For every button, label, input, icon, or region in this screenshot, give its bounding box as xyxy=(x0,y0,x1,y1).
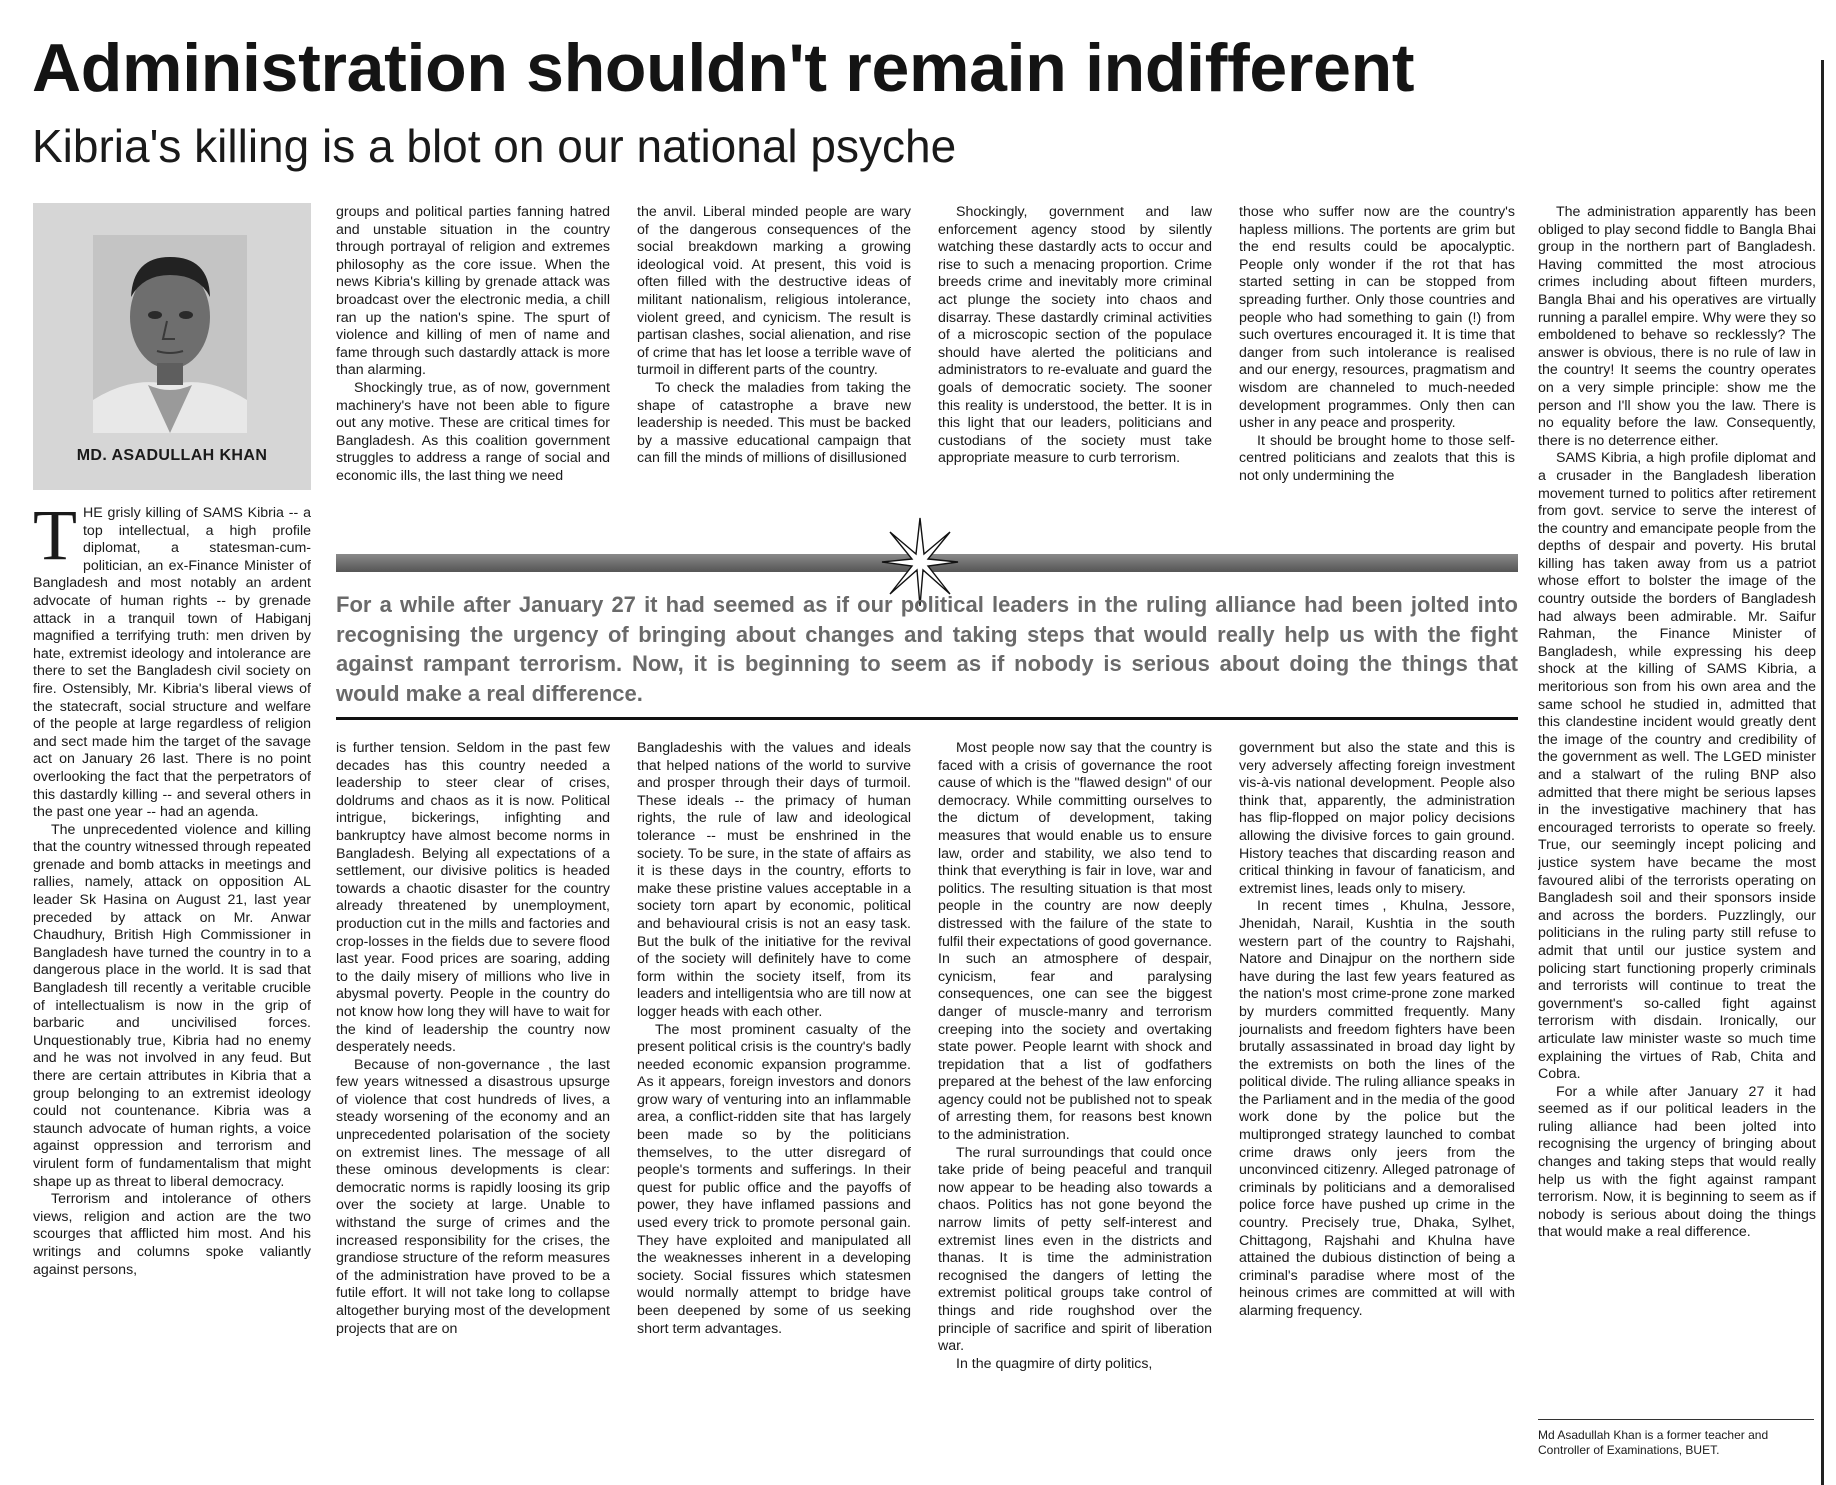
col2-bottom-paragraph-2: Because of non-governance , the last few years witnessed a disastrous upsurge of violence that cost hundreds of lives, a steady worsening of the economy and an unprecedented polarisation of the society on extremist lines. The message of all these ominous developments is clear: democratic norms is rapidly loosing its grip over the society at large. Unable to withstand the surge of crimes and the increased responsibility for the crises, the grandiose structure of the reform measures of the administration have proved to be a futile effort. It will not take long to collapse altogether burying most of the development projects that are on xyxy=(336,1056,610,1337)
pull-quote: For a while after January 27 it had seemed as if our political leaders in the ruling alliance had been jolted into recognising the urgency of bringing about changes and taking steps that would really help us with the fight against rampant terrorism. Now, it is beginning to seem as if nobody is serious about doing the things that would make a real difference. xyxy=(336,592,1518,706)
bio-divider xyxy=(1538,1419,1814,1420)
col2-top-paragraph-1: groups and political parties fanning hatred and unstable situation in the country through portrayal of religion and extremes philosophy as the core issue. When the news Kibria's killing by grenade attack was broadcast over the electronic media, a chill ran up the nation's spine. The spurt of violence and killing of men of name and fame through such dastardly attack is more than alarming. xyxy=(336,204,610,379)
col5-bottom-paragraph-1: government but also the state and this is very adversely affecting foreign investment vis-à-vis national development. People also think that, apparently, the administration has flip-flopped on major policy decisions allowing the divisive forces to gain ground. History teaches that discarding reason and critical thinking in favour of fanaticism, and extremist lines, leads only to misery. xyxy=(1239,740,1515,897)
column-5-top xyxy=(1239,204,1515,542)
col6-paragraph-3: For a while after January 27 it had seemed as if our political leaders in the ruling alliance had been jolted into recognising the urgency of bringing about changes and taking steps that would really help us with the fight against rampant terrorism. Now, it is beginning to seem as if nobody is serious about doing the things that would make a real difference. xyxy=(1538,1083,1816,1241)
col4-top-paragraph-1: Shockingly, government and law enforcement agency stood by silently watching these dastardly acts to occur and rise to such a menacing proportion. Crime breeds crime and inevitably more criminal act plunge the society into chaos and disarray. These dastardly criminal activities of a microscopic section of the populace should have alerted the politicians and administrators to re-evaluate and guard the goals of democratic society. The sooner this reality is understood, the better. It is in this light that our leaders, politicians and custodians of the society must take appropriate measure to curb terrorism. xyxy=(938,204,1212,467)
column-4-top xyxy=(938,204,1212,542)
column-5-bottom xyxy=(1239,740,1515,1485)
column-2-bottom xyxy=(336,740,610,1485)
subheadline: Kibria's killing is a blot on our national psyche xyxy=(32,120,957,172)
col3-top-paragraph-2: To check the maladies from taking the shape of catastrophe a brave new leadership is needed. This must be backed by a massive educational campaign that can fill the minds of millions of disillusioned xyxy=(637,379,911,467)
col6-paragraph-1: The administration apparently has been obliged to play second fiddle to Bangla Bhai group in the northern part of Bangladesh. Having committed the most atrocious crimes including about fifteen murders, Bangla Bhai and his operatives are virtually running a parallel empire. Why were they so emboldened to behave so recklessly? The answer is obvious, there is no rule of law in the country! It seems the country operates on a very simple principle: show me the person and I'll show you the law. There is no equality before the law. Consequently, there is no deterrence either. xyxy=(1538,204,1816,449)
author-byline: MD. ASADULLAH KHAN xyxy=(76,447,268,464)
column-3-bottom xyxy=(637,740,911,1485)
pullquote-bottom-rule xyxy=(336,717,1518,720)
col1-paragraph-1: HE grisly killing of SAMS Kibria -- a top intellectual, a high profile diplomat, a statesman-cum-politician, an ex-Finance Minister of Bangladesh and most notably an ardent advocate of human rights -- by grenade attack in a tranquil town of Habiganj magnified a terrifying truth: men driven by hate, extremist ideology and intolerance are there to set the Bangladesh civil society on fire. Ostensibly, Mr. Kibria's liberal views of the statecraft, social structure and welfare of the people at large regardless of religion and sect made him the target of the savage act on January 26 last. There is no point overlooking the fact that the perpetrators of this dastardly killing -- and several others in the past one year -- had an agenda. xyxy=(33,505,311,821)
column-1 xyxy=(33,505,311,1485)
col2-top-paragraph-2: Shockingly true, as of now, government machinery's have not been able to figure out any motive. These are critical times for Bangladesh. As this coalition government struggles to address a range of social and economic ills, the last thing we need xyxy=(336,379,610,484)
page-edge-rule xyxy=(1821,60,1824,1485)
col5-top-paragraph-1: those who suffer now are the country's hapless millions. The portents are grim but the end results could be apocalyptic. People only wonder if the rot that has started setting in can be stopped from spreading further. Only those countries and people who had something to gain (!) from such overtures encouraged it. It is time that danger from such intolerance is realised and our energy, resources, pragmatism and wisdom are channeled to much-needed development programmes. Only then can usher in any peace and prosperity. xyxy=(1239,204,1515,432)
col5-bottom-paragraph-2: In recent times , Khulna, Jessore, Jhenidah, Narail, Kushtia in the south western part of the country to Rajshahi, Natore and Dinajpur on the northern side have during the last few years featured as the nation's most crime-prone zone marked by murders committed frequently. Many journalists and freedom fighters have been brutally assassinated in broad day light by the extremists on both the lines of the political divide. The ruling alliance speaks in the Parliament and in the media of the good work done by the police but the multipronged strategy launched to combat crime draws only jeers from the unconvinced citizenry. Alleged patronage of criminals by politicians and a demoralised police force have pushed up crime in the country. Precisely true, Dhaka, Sylhet, Chittagong, Rajshahi and Khulna have attained the dubious distinction of being a criminal's paradise where most of the heinous crimes are committed at will with alarming frequency. xyxy=(1239,898,1515,1319)
column-6 xyxy=(1538,204,1816,1416)
headline: Administration shouldn't remain indifferent xyxy=(32,30,1415,106)
col3-bottom-paragraph-2: The most prominent casualty of the present political crisis is the country's badly needed economic expansion programme. As it appears, foreign investors and donors grow wary of venturing into an inflammable area, a conflict-ridden site that has largely been made so by the politicians themselves, to the utter disregard of people's torments and sufferings. In their quest for public office and the payoffs of power, they have inflamed passions and used every trick to promote personal gain. They have exploited and manipulated all the weaknesses inherent in a developing society. Social fissures which statesmen would normally attempt to bridge have been deepened by some of us seeking short term advantages. xyxy=(637,1021,911,1337)
author-photo xyxy=(93,235,247,433)
col1-paragraph-2: The unprecedented violence and killing that the country witnessed through repeated grenade and bomb attacks in meetings and rallies, namely, attack on opposition AL leader Sk Hasina on August 21, last year preceded by attack on Mr. Anwar Chaudhury, British High Commissioner in Bangladesh have turned the country in to a dangerous place in the world. It is sad that Bangladesh till recently a veritable crucible of intellectualism is now in the grip of barbaric and uncivilised forces. Unquestionably true, Kibria had no enemy and he was not involved in any feud. But there are certain attributes in Kibria that a group belonging to an extremist ideology could not countenance. Kibria was a staunch advocate of human rights, a voice against oppression and terrorism and virulent form of fundamentalism that might shape up as threat to liberal democracy. xyxy=(33,821,311,1190)
column-2-top xyxy=(336,204,610,542)
col5-top-paragraph-2: It should be brought home to those self-centred politicians and zealots that this is not only undermining the xyxy=(1239,432,1515,484)
author-bio: Md Asadullah Khan is a former teacher and Controller of Examinations, BUET. xyxy=(1538,1428,1769,1457)
col4-bottom-paragraph-3: In the quagmire of dirty politics, xyxy=(956,1355,1153,1372)
col3-bottom-paragraph-1: Bangladeshis with the values and ideals that helped nations of the world to survive and prosper through their days of turmoil. These ideals -- the primacy of human rights, the rule of law and ideological tolerance -- must be enshrined in the society. To be sure, in the state of affairs as it is these days in the country, efforts to make these pristine values acceptable in a society torn apart by economic, political and behavioural crisis is not an easy task. But the bulk of the initiative for the revival of the society will definitely have to come form within the society itself, from its leaders and intelligentsia who are till now at logger heads with each other. xyxy=(637,740,911,1020)
col4-bottom-paragraph-2: The rural surroundings that could once take pride of being peaceful and tranquil now appear to be heading also towards a chaos. Politics has not gone beyond the narrow limits of petty self-interest and extremist lines even in the districts and thanas. It is time the administration recognised the dangers of letting the extremist political groups take control of things and ride roughshod over the principle of sacrifice and spirit of liberation war. xyxy=(938,1144,1212,1355)
author-photo-box xyxy=(33,203,311,490)
col6-paragraph-2: SAMS Kibria, a high profile diplomat and a crusader in the Bangladesh liberation movement turned to politics after retirement from govt. service to serve the interest of the country and emancipate people from the depths of despair and poverty. His brutal killing has taken away from us a patriot whose effort to bolster the image of the country outside the borders of Bangladesh had always been admirable. Mr. Saifur Rahman, the Finance Minister of Bangladesh, while expressing his deep shock at the killing of SAMS Kibria, a meritorious son from his own area and the same school he studied in, admitted that this clandestine incident would greatly dent the image of the country and credibility of the government as well. The LGED minister and a stalwart of the ruling BNP also admitted that there might be serious lapses in the investigative machinery that has encouraged terrorists to operate so freely. True, our seemingly incept policing and justice system have became the most favoured alibi of the terrorists operating on Bangladesh soil and their sponsors inside and across the borders. Puzzlingly, our politicians in the ruling party still refuse to admit that until our justice system and policing start functioning properly criminals and terrorists will continue to treat the government's so-called fight against terrorism with disdain. Ironically, our articulate law minister waste so much time explaining the virtues of Rab, Chita and Cobra. xyxy=(1538,450,1816,1083)
col1-paragraph-3: Terrorism and intolerance of others views, religion and action are the two scourges that afflicted him most. And his writings and columns spoke valiantly against persons, xyxy=(33,1191,311,1278)
author-portrait-image xyxy=(93,235,247,433)
col4-bottom-paragraph-1: Most people now say that the country is faced with a crisis of governance the root cause of which is the "flawed design" of our democracy. While committing ourselves to the dictum of development, taking measures that would enable us to ensure law, order and stability, we also tend to think that everything is fair in love, war and politics. The resulting situation is that most people in the country are now deeply distressed with the failure of the state to fulfil their expectations of good governance. In such an atmosphere of despair, cynicism, fear and paralysing consequences, one can see the biggest danger of muscle-manry and terrorism creeping into the society and overtaking state power. People learnt with shock and trepidation that a list of godfathers prepared at the behest of the law enforcing agency could not be published not to speak of arresting them, for reasons best known to the administration. xyxy=(938,740,1212,1144)
drop-cap: T xyxy=(33,505,77,575)
col3-top-paragraph-1: the anvil. Liberal minded people are wary of the dangerous consequences of the social breakdown marking a growing ideological void. At present, this void is often filled with the destructive ideas of militant nationalism, religious intolerance, violent greed, and cynicism. The result is partisan clashes, social alienation, and rise of crime that has let loose a terrible wave of turmoil in different parts of the country. xyxy=(637,204,911,379)
col2-bottom-paragraph-1: is further tension. Seldom in the past few decades has this country needed a leadership to steer clear of crises, doldrums and chaos as it is now. Political intrigue, bickerings, infighting and bankruptcy have almost become norms in Bangladesh. Belying all expectations of a settlement, our divisive politics is headed towards a chaotic disaster for the country already threatened by unemployment, production cut in the mills and factories and crop-losses in the fields due to severe flood last year. Food prices are soaring, adding to the daily misery of millions who live in abysmal poverty. People in the country do not know how long they will have to wait for the kind of leadership the country now desperately needs. xyxy=(336,740,610,1056)
column-4-bottom xyxy=(938,740,1212,1485)
column-3-top xyxy=(637,204,911,542)
